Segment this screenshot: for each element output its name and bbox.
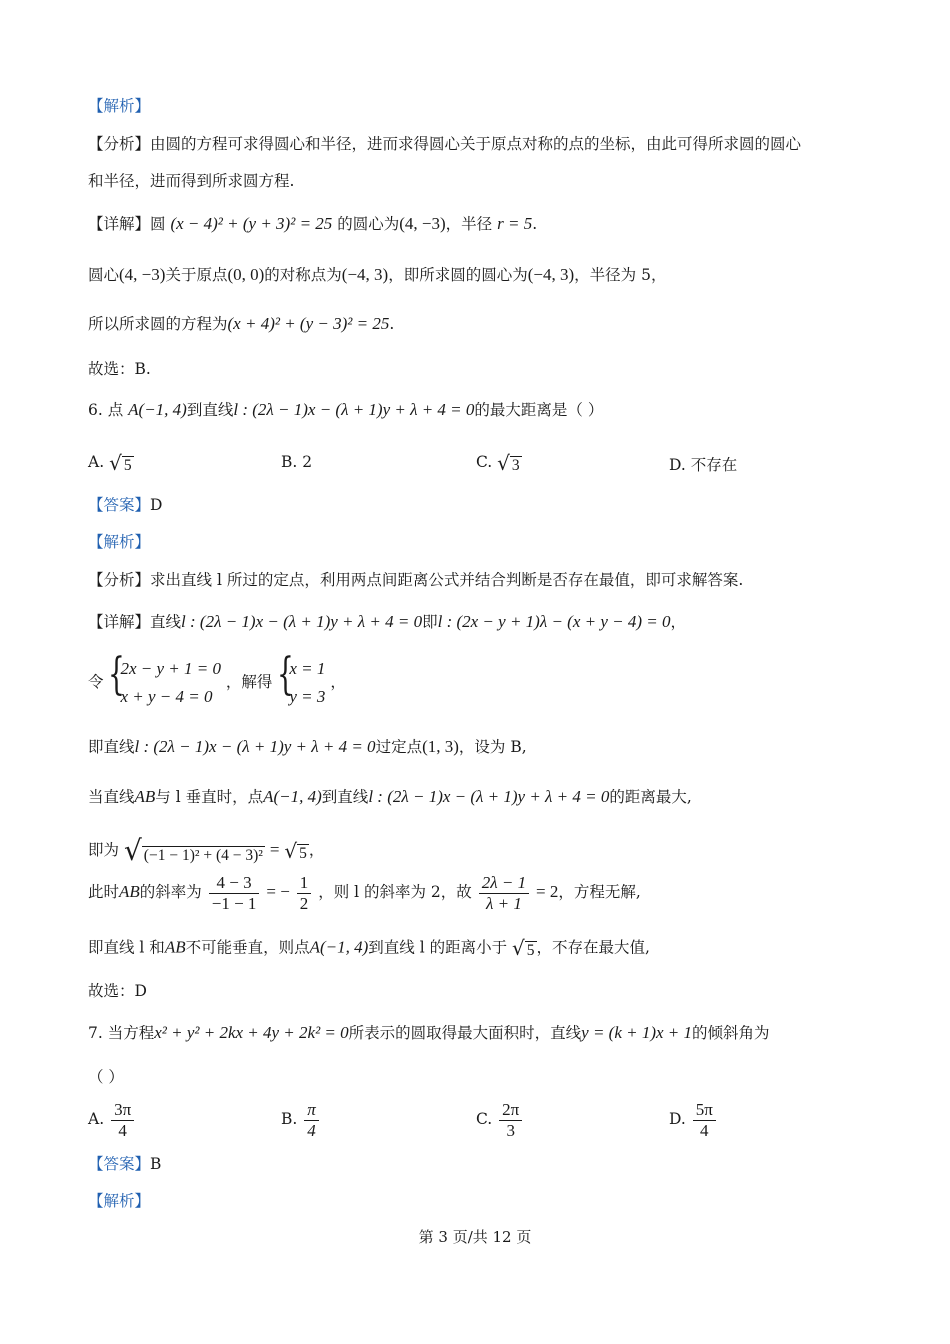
fraction (209, 873, 260, 913)
line-equation: y = (k + 1)x + 1 (581, 1023, 693, 1042)
segment: AB (164, 937, 186, 957)
equals: = − (266, 882, 290, 902)
text: 的倾斜角为 (692, 1024, 770, 1042)
option-label: B. 2 (281, 453, 313, 471)
q7-option-d (669, 1100, 718, 1140)
analysis-2 (88, 571, 743, 590)
question-6 (88, 400, 603, 420)
numerator: 2π (499, 1100, 522, 1121)
q7-option-b (281, 1100, 321, 1140)
sqrt: √ (−1 − 1)² + (4 − 3)² (123, 834, 263, 867)
option-label: B. (281, 1110, 298, 1129)
system-row: x = 1 (289, 659, 326, 678)
text: 的对称点为 (264, 266, 342, 284)
detail-1-line3 (88, 314, 394, 334)
fraction (111, 1100, 134, 1140)
fraction (304, 1100, 319, 1140)
answer: D (150, 496, 163, 514)
question-7 (88, 1023, 770, 1043)
text: 的距离最大, (609, 788, 692, 806)
equation: (x − 4)² + (y + 3)² = 25 (170, 214, 333, 233)
fraction (693, 1100, 716, 1140)
sqrt: √ 5 (109, 451, 132, 475)
text: ，半径 (445, 215, 493, 233)
text: 到直线 l 的距离小于 (368, 938, 508, 957)
q6-option-c (476, 451, 522, 475)
detail-2-line1 (88, 612, 686, 632)
numerator: 1 (297, 873, 312, 894)
text: ，设为 B, (458, 738, 527, 756)
point: (4, −3) (119, 265, 166, 284)
analysis-1-line1 (88, 135, 801, 154)
text: 与 l 垂直时，点 (155, 788, 264, 806)
numerator: 5π (693, 1100, 716, 1121)
analysis-text: 由圆的方程可求得圆心和半径，进而求得圆心关于原点对称的点的坐标，由此可得所求圆的圆心 (150, 135, 802, 153)
denominator: 4 (307, 1120, 316, 1140)
system-line (88, 649, 346, 711)
numerator: π (304, 1100, 319, 1121)
jiexi-tag: 【解析】 (88, 1192, 151, 1210)
denominator: 2 (299, 893, 309, 913)
denominator: 4 (118, 1120, 127, 1140)
text: 令 (88, 673, 104, 691)
detail-1-line2 (88, 265, 666, 285)
sqrt-value: 5 (299, 844, 307, 862)
numerator: 3π (111, 1100, 134, 1121)
text: 的斜率为 (139, 883, 202, 902)
jiexi-tag: 【解析】 (88, 533, 151, 551)
text: 圆心 (88, 266, 120, 284)
analysis-1-line2 (88, 172, 294, 191)
text: ，即所求圆的圆心为 (388, 266, 528, 284)
text: . (532, 215, 538, 233)
fraction (499, 1100, 522, 1140)
conclusion-line (88, 936, 650, 961)
text: 到直线 (186, 401, 234, 419)
text: 故选：B. (88, 360, 151, 378)
segment: AB (134, 787, 156, 806)
question-number: 7. 当方程 (88, 1024, 155, 1042)
system-row: y = 3 (289, 687, 326, 706)
answer-blank: （ ） (88, 1068, 124, 1086)
fraction (297, 873, 312, 913)
solution-system: { x = 1 y = 3 (277, 655, 325, 711)
section-jiexi-3 (88, 1192, 150, 1211)
point: (−4, 3) (527, 265, 575, 284)
radius: r = 5 (497, 214, 533, 233)
fraction (479, 873, 529, 913)
section-jiexi-1 (88, 97, 150, 116)
text: ， (670, 613, 687, 631)
text: 所表示的圆取得最大面积时，直线 (348, 1024, 582, 1042)
line-equation: l : (2λ − 1)x − (λ + 1)y + λ + 4 = 0 (368, 787, 610, 806)
text: ，解得 (225, 673, 273, 691)
text: ， (330, 673, 346, 691)
text: 到直线 (321, 788, 369, 806)
detail-tag: 【详解】 (88, 215, 151, 233)
analysis-text: 和半径，进而得到所求圆方程. (88, 172, 295, 190)
text: 直线 (150, 613, 182, 631)
equals: = 2 (536, 882, 559, 902)
equation-system: { 2x − y + 1 = 0 x + y − 4 = 0 (108, 655, 221, 711)
text: ，不存在最大值, (536, 938, 650, 957)
question-number: 6. 点 (88, 401, 124, 419)
system-row: 2x − y + 1 = 0 (120, 659, 221, 678)
line-equation: l : (2λ − 1)x − (λ + 1)y + λ + 4 = 0 (233, 400, 475, 419)
sqrt: √ 3 (497, 451, 520, 475)
option-label: A. (88, 1110, 105, 1129)
text: ，方程无解, (558, 883, 641, 902)
answer-tag: 【答案】 (88, 1155, 151, 1173)
equation: (x + 4)² + (y − 3)² = 25 (227, 314, 390, 333)
point: (4, −3) (399, 214, 446, 233)
sqrt-value: 5 (123, 457, 132, 474)
q6-option-d (669, 453, 737, 475)
q7-option-c (476, 1100, 524, 1140)
text: . (389, 315, 395, 333)
detail-tag: 【详解】 (88, 613, 151, 631)
numerator: 4 − 3 (209, 873, 260, 894)
system-row: x + y − 4 = 0 (120, 687, 213, 706)
denominator: −1 − 1 (211, 893, 257, 913)
choose-1 (88, 360, 151, 379)
segment: AB (119, 882, 140, 902)
line-equation: l : (2λ − 1)x − (λ + 1)y + λ + 4 = 0 (134, 737, 376, 756)
option-label: D. 不存在 (669, 456, 738, 474)
text: 故选：D (88, 982, 147, 1000)
q7-option-a (88, 1100, 136, 1140)
detail-1-line1 (88, 214, 537, 234)
answer-7 (88, 1155, 161, 1174)
option-label: C. (476, 453, 493, 471)
jiexi-tag: 【解析】 (88, 97, 151, 115)
text: 的圆心为 (337, 215, 400, 233)
numerator: 2λ − 1 (479, 873, 529, 894)
option-label: D. (669, 1110, 686, 1129)
text: 不可能垂直，则点 (185, 938, 310, 957)
sqrt-value: 5 (526, 942, 535, 959)
analysis-tag: 【分析】 (88, 135, 151, 153)
sqrt: √ 5 (284, 838, 307, 863)
section-jiexi-2 (88, 533, 150, 552)
point: (0, 0) (227, 265, 265, 284)
equals: = (269, 839, 280, 859)
text: 当直线 (88, 788, 135, 806)
answer-6 (88, 496, 162, 515)
text: 即直线 l 和 (88, 938, 165, 957)
text: 即为 (88, 840, 120, 859)
point: A(−1, 4) (309, 937, 369, 957)
answer: B (150, 1155, 162, 1173)
answer-tag: 【答案】 (88, 496, 151, 514)
line-equation: l : (2x − y + 1)λ − (x + y − 4) = 0 (437, 612, 671, 631)
denominator: λ + 1 (485, 893, 522, 913)
page-footer: 第 3 页/共 12 页 (418, 1228, 532, 1246)
point: (−4, 3) (341, 265, 389, 284)
text: 的最大距离是（ ） (474, 401, 604, 419)
text: ，半径为 5， (574, 266, 667, 284)
slope-line (88, 873, 641, 913)
analysis-text: 求出直线 l 所过的定点，利用两点间距离公式并结合判断是否存在最值，即可求解答案. (150, 571, 744, 589)
text: 关于原点 (165, 266, 228, 284)
point: A(−1, 4) (128, 400, 187, 419)
line-equation: l : (2λ − 1)x − (λ + 1)y + λ + 4 = 0 (181, 612, 423, 631)
point: A(−1, 4) (263, 787, 322, 806)
question-7-paren (88, 1068, 124, 1087)
sqrt-value: 3 (511, 457, 520, 474)
text: 此时 (88, 883, 120, 902)
text: 圆 (150, 215, 166, 233)
text: 所以所求圆的方程为 (88, 315, 228, 333)
text: 过定点 (375, 738, 423, 756)
option-label: C. (476, 1110, 493, 1129)
text: 即直线 (88, 738, 135, 756)
denominator: 4 (700, 1120, 709, 1140)
sqrt: √ 5 (512, 936, 535, 960)
equation: x² + y² + 2kx + 4y + 2k² = 0 (154, 1023, 349, 1042)
sqrt-value: (−1 − 1)² + (4 − 3)² (143, 847, 263, 864)
denominator: 3 (506, 1120, 515, 1140)
distance-line (88, 834, 324, 868)
point: (1, 3) (422, 737, 459, 756)
text: ，则 l 的斜率为 2，故 (318, 883, 472, 902)
option-label: A. (88, 453, 105, 471)
perpendicular-line (88, 787, 692, 807)
q6-option-a (88, 451, 134, 475)
analysis-tag: 【分析】 (88, 571, 151, 589)
text: ， (308, 840, 325, 859)
text: 即 (422, 613, 438, 631)
q6-option-b (281, 453, 312, 471)
choose-2 (88, 982, 147, 1001)
fixed-point-line (88, 737, 527, 757)
